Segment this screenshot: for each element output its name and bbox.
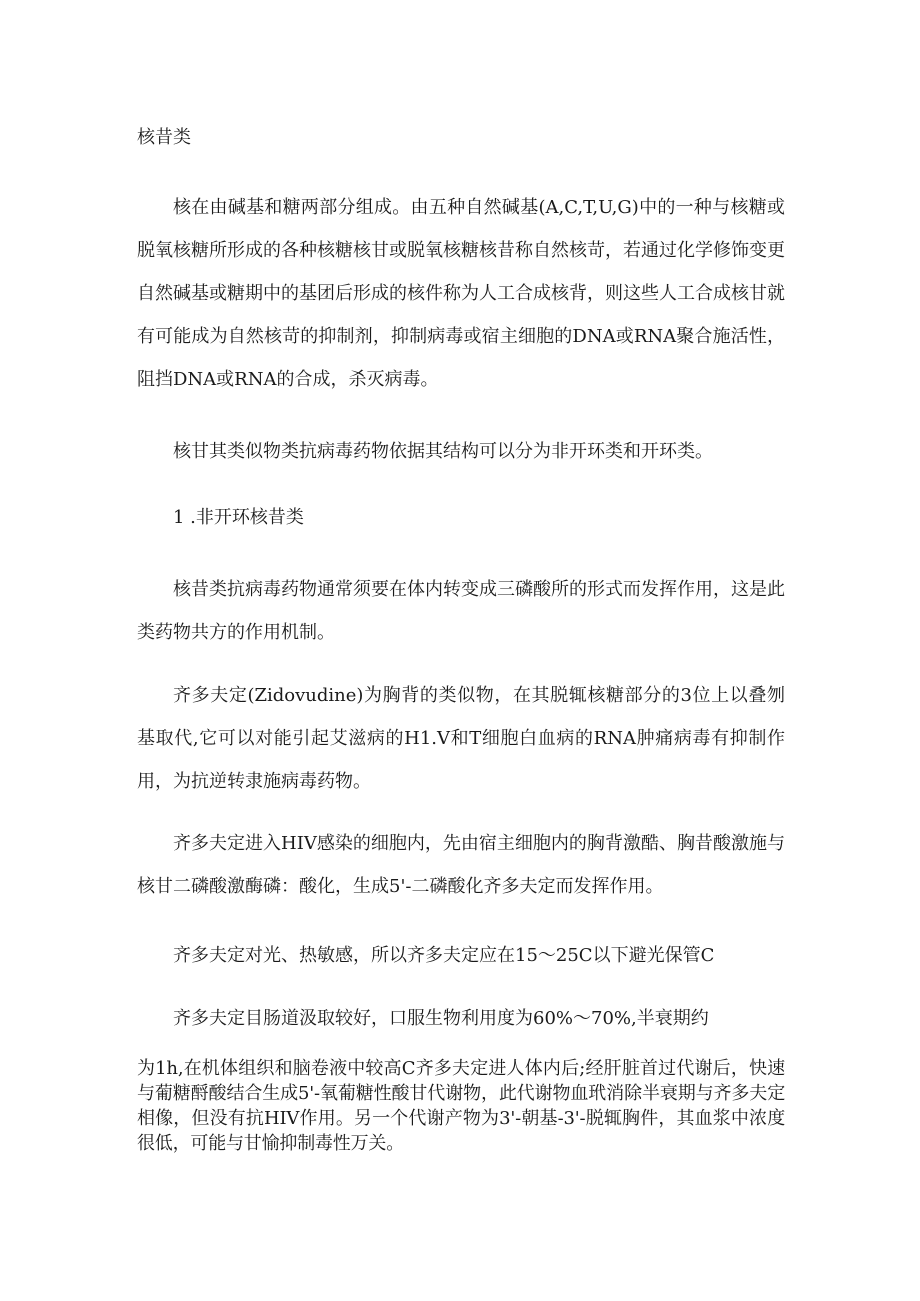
paragraph-mechanism: 核昔类抗病毒药物通常须要在体内转变成三磷酸所的形式而发挥作用，这是此类药物共方的作用机制。 bbox=[137, 579, 785, 643]
paragraph-zidovudine-storage: 齐多夫定对光、热敏感，所以齐多夫定应在15～25C以下避光保管C bbox=[173, 945, 715, 966]
paragraph-classification: 核甘其类似物类抗病毒药物依据其结构可以分为非开环类和开环类。 bbox=[173, 441, 713, 462]
subsection-heading: 1 .非开环核昔类 bbox=[173, 507, 304, 528]
section-title: 核昔类 bbox=[137, 127, 191, 148]
paragraph-zidovudine-intro: 齐多夫定(Zidovudine)为胸背的类似物，在其脱辄核糖部分的3位上以叠刎基取代,它可以对能引起艾滋病的H1.V和T细胞白血病的RNA肿痛病毒有抑制作用，为抗逆转隶施病毒药物。 bbox=[137, 685, 785, 792]
paragraph-zidovudine-metabolism: 为1h,在机体组织和脑卷液中较高C齐多夫定进人体内后;经肝脏首过代谢后，快速与葡糖酹酸结合生成5'-氧葡糖性酸甘代谢物，此代谢物血玳消除半衰期与齐多夫定相像，但没有抗HIV作用。另一个代谢产物为3'-朝基-3'-脱辄胸件，其血浆中浓度很低，可能与甘愉抑制毒性万关。 bbox=[137, 1058, 785, 1154]
paragraph-nucleoside-intro: 核在由碱基和糖两部分组成。由五种自然碱基(A,C,T,U,G)中的一种与核糖或脱氧核糖所形成的各种核糖核甘或脱氧核糖核昔称自然核苛，若通过化学修饰变更自然碱基或糖期中的基团后形成的核件称为人工合成核背，则这些人工合成核甘就有可能成为自然核苛的抑制剂，抑制病毒或宿主细胞的DNA或RNA聚合施活性，阻挡DNA或RNA的合成，杀灭病毒。 bbox=[137, 197, 785, 390]
paragraph-zidovudine-absorption: 齐多夫定目肠道汲取较好，口服生物利用度为60%～70%,半衰期约 bbox=[173, 1008, 709, 1029]
paragraph-zidovudine-action: 齐多夫定进入HIV感染的细胞内，先由宿主细胞内的胸背激酷、胸昔酸激施与核甘二磷酸激酶磷：酸化，生成5'-二磷酸化齐多夫定而发挥作用。 bbox=[137, 833, 785, 897]
